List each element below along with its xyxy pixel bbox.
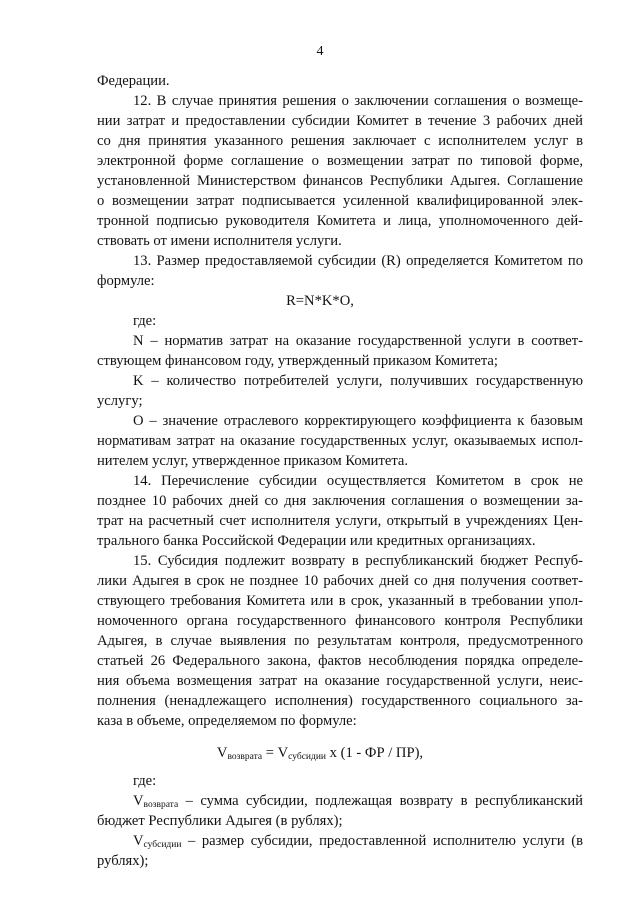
text-line: ствующего требования Комитета или в срок, указанный в требовании упол- — [97, 593, 583, 609]
text-line: номоченного органа государственного финансового контроля Республики — [97, 613, 583, 629]
text-line: 14. Перечисление субсидии осуществляется Комитетом в срок не — [133, 473, 583, 489]
text-line: ния объема возмещения затрат на оказание государственной услуги, неис- — [97, 673, 583, 689]
formula-r: R=N*K*O, — [286, 293, 354, 309]
text-line: 12. В случае принятия решения о заключении соглашения о возмеще- — [133, 93, 583, 109]
text-line: 15. Субсидия подлежит возврату в республиканский бюджет Респуб- — [133, 553, 583, 569]
text-line: трального банка Российской Федерации или кредитных организациях. — [97, 533, 536, 549]
text-line: Адыгея, в случае выявления по результатам контроля, предусмотренного — [97, 633, 583, 649]
text-line: позднее 10 рабочих дней со дня заключения соглашения о возмещении за- — [97, 493, 583, 509]
text-line: установленной Министерством финансов Республики Адыгея. Соглашение — [97, 173, 583, 189]
text-line: полнения (ненадлежащего исполнения) государственного социального за- — [97, 693, 583, 709]
text-line: N – норматив затрат на оказание государственной услуги в соответ- — [133, 333, 583, 349]
text-line: каза в объеме, определяемом по формуле: — [97, 713, 357, 729]
text-line: тронной подписью руководителя Комитета и лица, уполномоченного дей- — [97, 213, 583, 229]
text-line: лики Адыгея в срок не позднее 10 рабочих дней со дня получения соответ- — [97, 573, 583, 589]
text-line: со дня принятия указанного решения заключает с исполнителем услуг в — [97, 133, 583, 149]
text-line: о возмещении затрат подписывается усиленной квалифицированной элек- — [97, 193, 583, 209]
definition-v-vozvrata: $V_{возврата}$ – сумма субсидии, подлежащая возврату в республиканский — [133, 793, 583, 810]
text-line: где: — [133, 313, 157, 329]
text-line: нителем услуг, утвержденное приказом Комитета. — [97, 453, 409, 469]
text-line: нормативам затрат на оказание государственных услуг, оказываемых испол- — [97, 433, 583, 449]
formula-v-vozvrata: $V_{возврата} = V_{субсидии}$ x (1 - ФР / ПР), — [216, 745, 424, 762]
text-line: электронной форме соглашение о возмещении затрат по типовой форме, — [97, 153, 583, 169]
text-line: Федерации. — [97, 73, 170, 89]
text-line: нии затрат и предоставлении субсидии Комитет в течение 3 рабочих дней — [97, 113, 583, 129]
text-line: статьей 26 Федерального закона, фактов несоблюдения порядка определе- — [97, 653, 583, 669]
text-line: рублях); — [97, 853, 149, 869]
page-number: 4 — [316, 44, 324, 59]
text-line: услугу; — [97, 393, 143, 409]
text-line: ствующем финансовом году, утвержденный приказом Комитета; — [97, 353, 498, 369]
text-line: 13. Размер предоставляемой субсидии (R) определяется Комитетом по — [133, 253, 583, 269]
text-line: K – количество потребителей услуги, получивших государственную — [133, 373, 583, 389]
definition-v-subsidii: $V_{субсидии}$ – размер субсидии, предоставленной исполнителю услуги (в — [133, 833, 583, 850]
text-line: О – значение отраслевого корректирующего коэффициента к базовым — [133, 413, 583, 429]
text-line: бюджет Республики Адыгея (в рублях); — [97, 813, 343, 829]
text-line: формуле: — [97, 273, 155, 289]
text-line: где: — [133, 773, 157, 789]
text-line: ствовать от имени исполнителя услуги. — [97, 233, 342, 249]
text-line: трат на расчетный счет исполнителя услуги, открытый в учреждениях Цен- — [97, 513, 583, 529]
